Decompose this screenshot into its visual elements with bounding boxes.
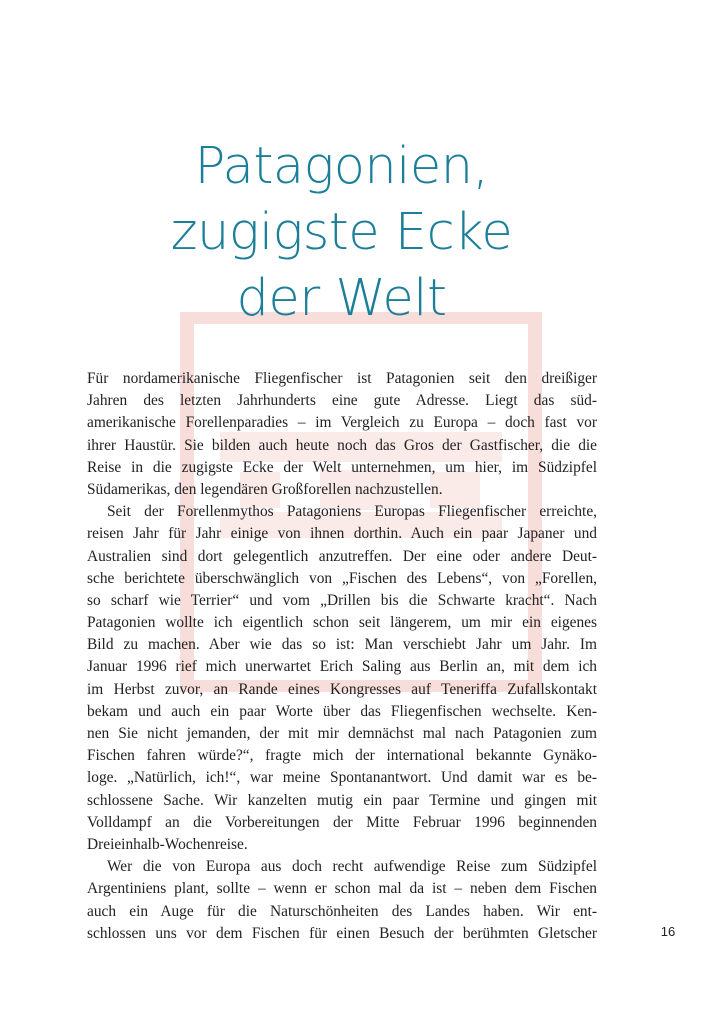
text-line: amerikanische Forellenparadies – im Vergleich zu Europa – doch fast vor — [87, 414, 597, 432]
chapter-title-line: zugigste Ecke — [170, 203, 513, 263]
text-line: ihrer Haustür. Sie bilden auch heute noch das Gros der Gastfischer, die die — [87, 436, 597, 454]
page-number: 16 — [660, 924, 676, 939]
text-line: Reise in die zugigste Ecke der Welt unternehmen, um hier, im Südzipfel — [87, 458, 597, 476]
text-line: Australien sind dort gelegentlich anzutreffen. Der eine oder andere Deut- — [87, 547, 597, 565]
text-line: Jahren des letzten Jahrhunderts eine gute Adresse. Liegt das süd- — [87, 392, 597, 410]
text-line: Fischen fahren würde?“, fragte mich der international bekannte Gynäko- — [87, 747, 597, 765]
paragraph — [87, 856, 597, 945]
text-line: Südamerikas, den legendären Großforellen nachzustellen. — [87, 480, 443, 498]
paragraph — [87, 368, 597, 501]
text-line: auch ein Auge für die Naturschönheiten des Landes haben. Wir ent- — [87, 902, 597, 920]
text-line: Patagonien wollte ich eigentlich schon seit längerem, um mir ein eigenes — [87, 614, 597, 632]
text-line: im Herbst zuvor, an Rande eines Kongresses auf Teneriffa Zufallskontakt — [87, 680, 597, 698]
text-line: Bild zu machen. Aber wie das so ist: Man verschiebt Jahr um Jahr. Im — [87, 636, 597, 654]
text-line: Volldampf an die Vorbereitungen der Mitte Februar 1996 beginnenden — [87, 813, 597, 831]
chapter-title — [0, 134, 683, 332]
text-line: schlossen uns vor dem Fischen für einen Besuch der berühmten Gletscher — [87, 924, 597, 942]
text-line: nen Sie nicht jemanden, der mit mir demnächst mal nach Patagonien zum — [87, 725, 597, 742]
chapter-title-line: der Welt — [236, 269, 447, 329]
text-line: Für nordamerikanische Fliegenfischer ist Patagonien seit den dreißiger — [87, 370, 597, 387]
body-text — [87, 368, 597, 945]
text-line: schlossene Sache. Wir kanzelten mutig ein paar Termine und gingen mit — [87, 791, 597, 809]
text-line: Dreieinhalb-Wochenreise. — [87, 835, 248, 853]
text-line: bekam und auch ein paar Worte über das Fliegenfischen wechselte. Ken- — [87, 702, 597, 720]
text-line: sche berichtete überschwänglich von „Fischen des Lebens“, von „Forellen, — [87, 569, 597, 587]
text-line: Januar 1996 rief mich unerwartet Erich Saling aus Berlin an, mit dem ich — [87, 658, 597, 676]
text-line: loge. „Natürlich, ich!“, war meine Spontanantwort. Und damit war es be- — [87, 769, 597, 787]
text-line: so scharf wie Terrier“ und vom „Drillen bis die Schwarte kracht“. Nach — [87, 591, 597, 609]
text-line: Wer die von Europa aus doch recht aufwendige Reise zum Südzipfel — [107, 858, 597, 876]
text-line: reisen Jahr für Jahr einige von ihnen dorthin. Auch ein paar Japaner und — [87, 525, 597, 543]
text-line: Argentiniens plant, sollte – wenn er schon mal da ist – neben dem Fischen — [87, 880, 597, 898]
chapter-title-line: Patagonien, — [194, 137, 489, 197]
text-line: Seit der Forellenmythos Patagoniens Europas Fliegenfischer erreichte, — [107, 503, 597, 521]
paragraph — [87, 501, 597, 856]
